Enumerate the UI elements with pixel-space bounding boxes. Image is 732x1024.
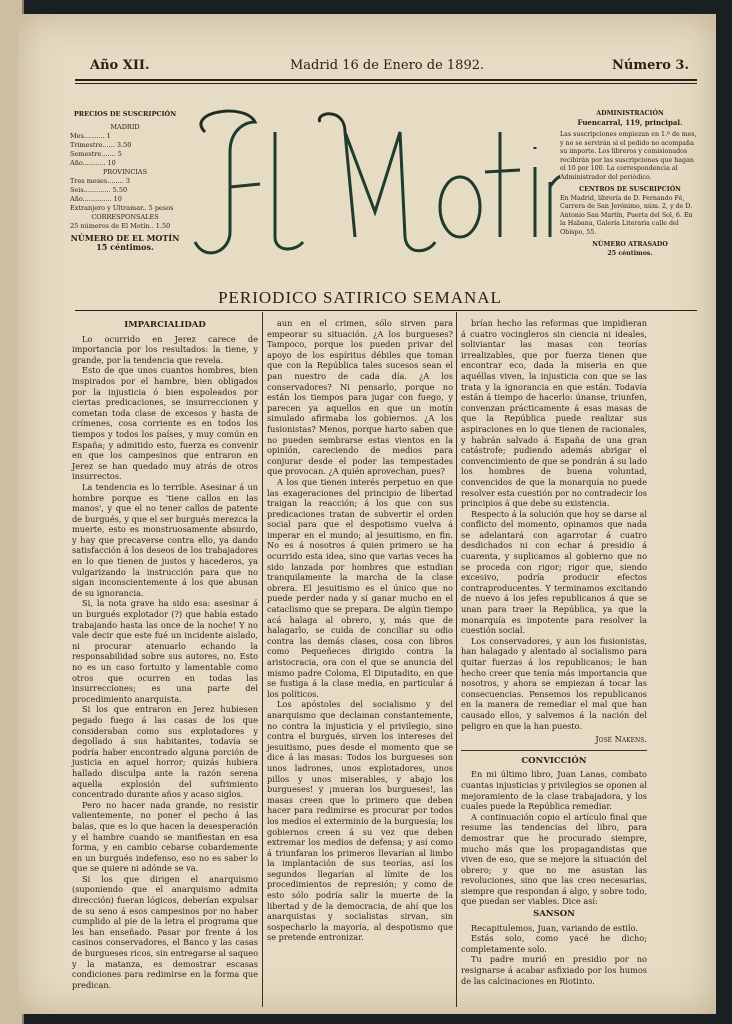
- paragraph: Tu padre murió en presidio por no resignarse á acabar asfixiado por los humos de las calcinaciones en Riotinto.: [461, 954, 647, 986]
- signature: José Nakens.: [595, 734, 647, 745]
- provincias-line: Seis............. 5.50: [70, 186, 128, 194]
- header-bar: [60, 58, 700, 80]
- admin-notes: Las suscripciones empiezan en 1.º de mes, y no se servirán si el pedido no acompaña su importe. Los libreros y comisionados recibirán por las suscripciones que hagan el 10 por 100. La correspondencia al Administrador del periódico.: [560, 131, 697, 181]
- article-column-1: [72, 318, 258, 990]
- admin-address: Fuencarral, 119, principal.: [577, 117, 683, 127]
- paragraph: brían hecho las reformas que impidieran á cuatro vocingleros sin ciencia ni ideales, soliviantar las masas con teorías irrealizables, que por fuerza tienen que encontrar eco, dada la miseria en que aquéllas viven, la injusticia con que se las trata y la ignorancia en que están. Todavía están á tiempo de hacerlo: únanse, triunfen, convenzan prácticamente á esas masas de que la República puede realizar sus aspiraciones en lo que tienen de racionales, y habrán salvado á España de una gran catástrofe; pudiendo además abrigar el convencimiento de que se pondrán á su lado los hombres de buena voluntad, convencidos de que la monarquía no puede resolver esta cuestión por no contradecir los principios á que debe su existencia.: [461, 318, 647, 509]
- paragraph: A continuación copio el artículo final que resume las tendencias del libro, para demostrar que he procurado siempre, mucho más que los propagandistas que viven de eso, que se mejore la situación del obrero; y que no me asustan las revoluciones, sino que las creo necesarias, siempre que respondan á algo, y sobre todo, que puedan ser viables. Dice así:: [461, 811, 647, 907]
- provincias-line: Tres meses........ 3: [70, 177, 130, 185]
- column-divider: [262, 312, 263, 1007]
- paragraph: Los conservadores, y aun los fusionistas, han halagado y alentado al socialismo para quitar fuerzas á los republicanos; le han hecho creer que tenía más importancia que nosotros, y ahora se empiezan á tocar las consecuencias. Pensemos los republicanos en la manera de remediar el mal que han causado ellos, y salvemos á la nación del peligro en que la han puesto.: [461, 635, 647, 731]
- article-column-2: [267, 318, 453, 943]
- subscription-box: [70, 110, 180, 252]
- article-column-3: [461, 318, 647, 986]
- centros-heading: CENTROS DE SUSCRIPCIÓN: [579, 186, 681, 193]
- article-heading: IMPARCIALIDAD: [124, 320, 206, 330]
- paragraph: Los apóstoles del socialismo y del anarquismo que declaman constantemente, no contra la injusticia y el privilegio, sino contra el burgués, sirven los intereses del jesuitismo, pues desde el momento que se dice á las masas: Todos los burgueses son unos ladrones, unos explotadores, unos pillos y unos miserables, y abajo los burgueses! y ¡mueran los burgueses!, las masas creen que lo primero que deben hacer para redimirse es procurar por todos los medios el exterminio de la burguesía; los gobiernos creen á su vez que deben extremar los medios de defensa; y así como á triunfaran los primeros llevarían al limbo la implantación de sus teorías, así los segundos llegarían al límite de los procedimientos de represión; y como de esto sólo podría salir la muerte de la libertad y de la democracia, de ahí que los anarquistas y socialistas sirvan, sin sospecharlo la mayoría, al despotismo que se pretende entronizar.: [267, 699, 453, 943]
- article-heading: CONVICCIÓN: [521, 755, 587, 766]
- paragraph: aun en el crimen, sólo sirven para empeorar su situación. ¿A los burgueses? Tampoco, porque los pueden privar del apoyo de los espíritus débiles que toman que con la República tales sucesos sean el pan nuestro de cada día. ¿A los conservadores? Ni pensarlo, porque no están los tiempos para jugar con fuego, y parecen ya aquellos en que un motín simulado afirmaba los gobiernos. ¿A los fusionistas? Menos, porque harto saben que no pueden sembrarse estas vientos en la opinión, careciendo de medios para conjurar desde el poder las tempestades que provocan. ¿A quién aprovechan, pues?: [267, 318, 453, 477]
- atrasado-price: 25 céntimos.: [607, 249, 653, 257]
- header-rule-top: [75, 79, 697, 81]
- paragraph: Esto de que unos cuantos hombres, bien inspirados por el hambre, bien obligados por la injusticia ó bien espoleados por ciertas predicaciones, se insurreccionen y cometan toda clase de excesos y hasta de crímenes, cosa corriente es en todos los tiempos y todos los países, y muy común en España; y admitido esto, fuerza es convenir en que los campesinos que entraron en Jerez se han quedado muy atrás de otros insurrectos.: [72, 365, 258, 482]
- madrid-line: Semestre....... 5: [70, 150, 122, 158]
- admin-heading: ADMINISTRACIÓN: [596, 110, 664, 117]
- corresponsales-line: 25 números de El Motín.. 1.50: [70, 222, 171, 230]
- madrid-line: Trimestre...... 3.50: [70, 141, 132, 149]
- header-rule-bottom: [75, 83, 697, 84]
- issue-year: Año XII.: [90, 58, 150, 73]
- madrid-line: Año........... 10: [70, 159, 116, 167]
- issue-number: Número 3.: [612, 58, 689, 73]
- provincias-line: Año.............. 10: [70, 195, 122, 203]
- paragraph: Pero no hacer nada grande, no resistir valientemente, no poner el pecho á las balas, que es lo que hacen la desesperación y el hambre cuando se manifiestan en esa forma, y en cambio cebarse cobardemente en un burgués indefenso, eso no es saber lo que se quiere ni adónde se va.: [72, 799, 258, 874]
- paragraph: Lo ocurrido en Jerez carece de importancia por los resultados: la tiene, y grande, por la tendencia que revela.: [72, 333, 258, 365]
- issue-date: Madrid 16 de Enero de 1892.: [290, 58, 485, 73]
- column-divider: [456, 312, 457, 1007]
- paragraph: La tendencia es lo terrible. Asesinar á un hombre porque es 'tiene callos en las manos', y que el no tener callos de patente de burgués, y que el ser burgués merezca la muerte, esto es monstruosamente absurdo, y hay que precaverse contra ello, ya dando satisfacción á los deseos de los trabajadores en lo que tienen de justos y hacederos, ya vulgarizando la instrucción para que no sigan inconscientemente á los que abusan de su ignorancia.: [72, 481, 258, 598]
- numero-price: 15 céntimos.: [96, 242, 154, 252]
- provincias-line: Extranjero y Ultramar.. 5 pesos: [70, 204, 174, 212]
- masthead-logo: [185, 92, 560, 267]
- paragraph: Estás solo, como yacé he dicho; completamente solo.: [461, 933, 647, 954]
- paragraph: Si los que dirigen el anarquismo (suponiendo que el anarquismo admita dirección) fueran lógicos, deberían expulsar de su seno á esos campesinos por no haber cumplido al pie de la letra el programa que les han enseñado. Pasar por frente á los casinos conservadores, el Banco y las casas de burgueses ricos, sin entregarse al saqueo y la matanza, es demostrar escasas condiciones para redimirse en la forma que predican.: [72, 873, 258, 990]
- subscription-heading: PRECIOS DE SUSCRIPCIÓN: [73, 110, 177, 118]
- masthead-subtitle: PERIODICO SATIRICO SEMANAL: [218, 288, 502, 307]
- section-separator: [461, 750, 647, 751]
- corresponsales-label: CORRESPONSALES: [91, 213, 159, 221]
- numero-label: NÚMERO DE EL MOTÍN: [70, 233, 180, 243]
- paragraph: Recapitulemos, Juan, variando de estilo.: [471, 922, 638, 933]
- subtitle-rule: [75, 310, 697, 311]
- provincias-label: PROVINCIAS: [102, 168, 148, 176]
- paragraph: Si los que entraron en Jerez hubiesen pegado fuego á las casas de los que consideraban como sus explotadores y degollado á sus habitantes, todavía se podría haber encontrado alguna porción de justicia en aquel horror; quizás hubiera hallado disculpa ante la razón serena aquella explosión del sufrimiento concentrado durante años y acaso siglos.: [72, 704, 258, 800]
- atrasado-label: NÚMERO ATRASADO: [592, 241, 668, 248]
- madrid-line: Mes.......... 1: [70, 132, 111, 140]
- paragraph: A los que tienen interés perpetuo en que las exageraciones del principio de libertad traigan la reacción; á los que con sus predicaciones tratan de subvertir el orden social para que el despotismo vuelva á imperar en el mundo; al jesuitismo, en fin. No es á nosotros á quien primero se ha ocurrido esta idea, sino que varias veces ha sido lanzada por hombres que estudian tranquilamente la marcha de la clase obrera. El jesuitismo es el único que no puede perder nada y sí ganar mucho en el cataclismo que se prepara. De algún tiempo acá halaga al obrero, y, más que de halagarlo, se cuida de conciliar su odio contra las demás clases, cosa con libros como Pequeñeces dirigido contra la aristocracia, ora con el que se anuncia del mismo padre Coloma, El Diputadito, en que se fustiga á la clase media, en particular á los políticos.: [267, 476, 453, 699]
- article-heading: SANSON: [533, 909, 575, 920]
- paragraph: Si, la nota grave ha sido esa: asesinar á un burgués explotador (?) que había estado trabajando hasta las once de la noche! Y no vale decir que este fué un incidente aislado, ni procurar atenuarlo echando la responsabilidad sobre sus autores, no. Esto no es un caso fortuito y lamentable como otros que ocurren en todas las insurrecciones; es una parte del procedimiento anarquista.: [72, 598, 258, 704]
- centros-text: En Madrid, librería de D. Fernando Fé, Carrera de San Jerónimo, núm. 2, y de D. Antonio San Martín, Puerta del Sol, 6. En la Habana, Galería Literaria calle del Obispo, 55.: [560, 194, 693, 236]
- masthead-title: El Motín: [369, 262, 375, 263]
- administration-box: [560, 110, 700, 258]
- paragraph: Respecto á la solución que hoy se darse al conflicto del momento, opinamos que nada se adelantará con agarrotar á cuatro desdichados ni con echar á presidio á cuarenta, y suplicamos al gobierno que no se proceda con rigor; rigor que, siendo excesivo, podría producir efectos contraproducentes. Y terminamos excitando de nuevo á los jefes republicanos á que se unan para traer la República, ya que la monarquía es impotente para resolver la cuestión social.: [461, 508, 647, 636]
- paragraph: En mi último libro, Juan Lanas, combato cuantas injusticias y privilegios se oponen al mejoramiento de la clase trabajadora, y los cuales puede la República remediar.: [461, 769, 647, 812]
- madrid-label: MADRID: [110, 123, 140, 131]
